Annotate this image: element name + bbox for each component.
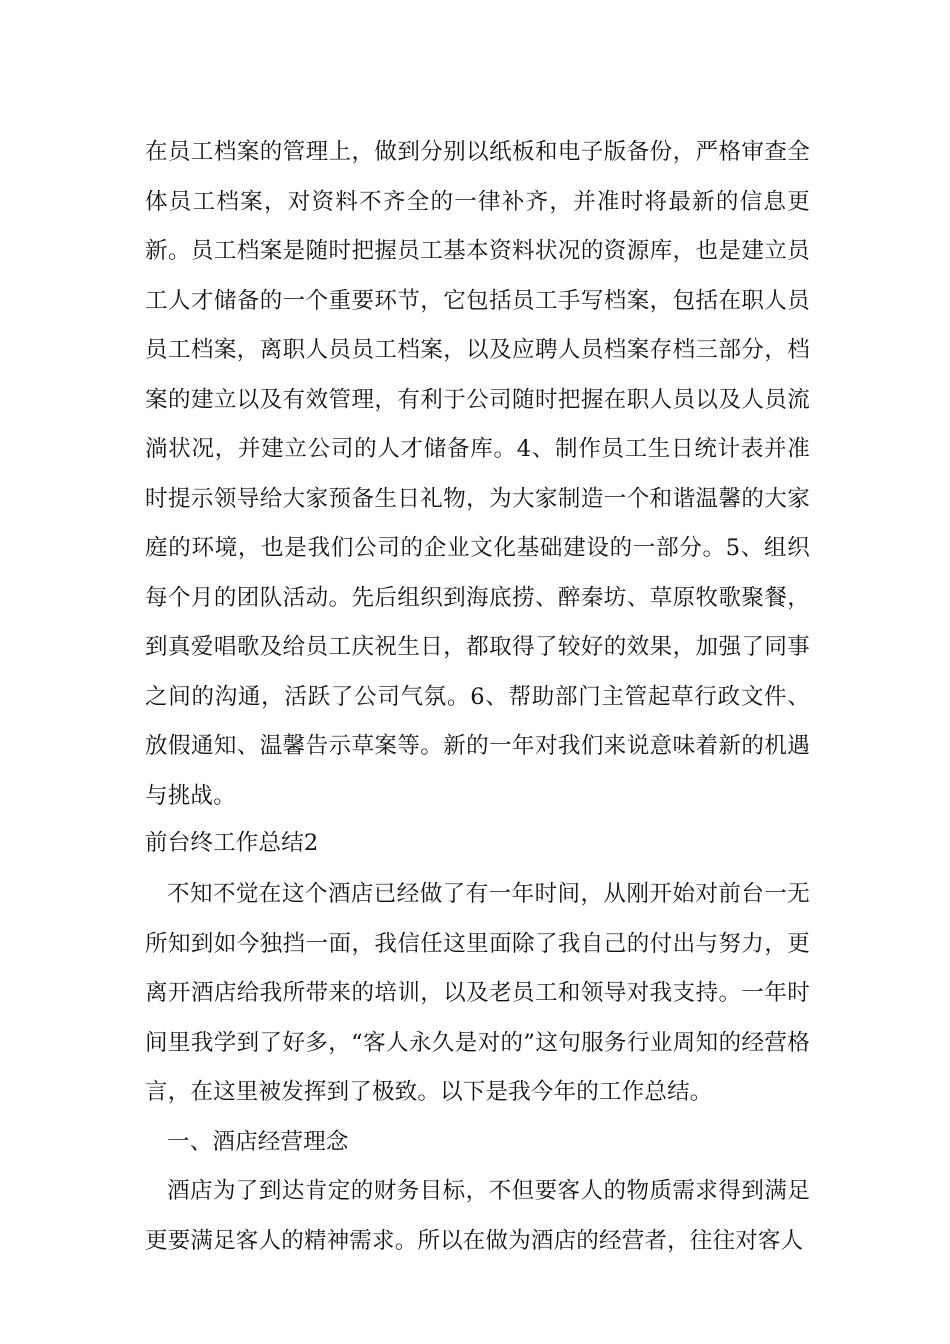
section-heading: 一、酒店经营理念: [167, 1128, 349, 1155]
section-title: 前台终工作总结2: [145, 830, 319, 856]
body-paragraph: 不知不觉在这个酒店已经做了有一年时间，从刚开始对前台一无所知到如今独挡一面，我信任这里面除了我自己的付出与努力，更离开酒店给我所带来的培训，以及老员工和领导对我支持。一年时间里我学到了好多，“客人永久是对的”这句服务行业周知的经营格言，在这里被发挥到了极致。以下是我今年的工作总结。: [145, 881, 810, 1105]
document-body: [145, 128, 810, 1266]
body-paragraph: 在员工档案的管理上，做到分别以纸板和电子版备份，严格审查全体员工档案，对资料不齐全的一律补齐，并准时将最新的信息更新。员工档案是随时把握员工基本资料状况的资源库，也是建立员工人才储备的一个重要环节，它包括员工手写档案，包括在职人员员工档案，离职人员员工档案，以及应聘人员档案存档三部分，档案的建立以及有效管理，有利于公司随时把握在职人员以及人员流淌状况，并建立公司的人才储备库。4、制作员工生日统计表并准时提示领导给大家预备生日礼物，为大家制造一个和谐温馨的大家庭的环境，也是我们公司的企业文化基础建设的一部分。5、组织每个月的团队活动。先后组织到海底捞、醉秦坊、草原牧歌聚餐，到真爱唱歌及给员工庆祝生日，都取得了较好的效果，加强了同事之间的沟通，活跃了公司气氛。6、帮助部门主管起草行政文件、放假通知、温馨告示草案等。新的一年对我们来说意味着新的机遇与挑战。: [145, 139, 810, 809]
body-paragraph: 酒店为了到达肯定的财务目标，不但要客人的物质需求得到满足更要满足客人的精神需求。所以在做为酒店的经营者，往往对客人: [145, 1178, 810, 1254]
